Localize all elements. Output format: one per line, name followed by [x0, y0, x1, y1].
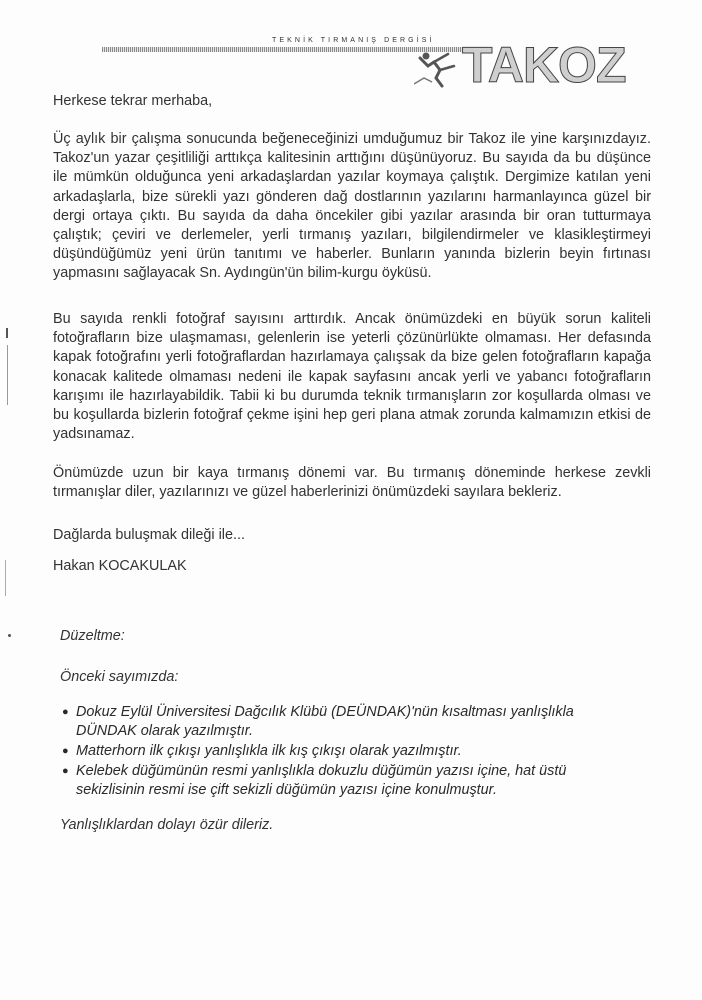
climber-logo-icon	[414, 48, 466, 88]
letter-paragraph-1: Üç aylık bir çalışma sonucunda beğeneceğinizi umduğumuz bir Takoz ile yine karşınızdayız. Takoz'un yazar çeşitliliği arttıkça kalitesinin arttığını düşünüyoruz. Bu sayıda da bu düşünce ile mümkün olduğunca yeni arkadaşlardan yazılar koymaya çalıştık. Dergimize katılan yeni arkadaşlarla, bize sürekli yazı gönderen dağ dostlarının yazılarını harmanlayınca güzel bir dergi ortaya çıktı. Bu sayıda da daha öncekiler gibi yazılar arasında bir oran tutturmaya çalıştık; çeviri ve derlemeler, yerli tırmanış yazıları, bilgilendirmeler ve klasikleştirmeyi düşündüğümüz yeni ürün tanıtımı ve haberler. Bunların yanında bizlerin beyin fırtınası yapmasını sağlayacak Sn. Aydıngün'ün bilim-kurgu öyküsü.	[53, 131, 651, 282]
scan-mark	[8, 634, 11, 637]
letter-paragraph-2: Bu sayıda renkli fotoğraf sayısını arttırdık. Ancak önümüzdeki en büyük sorun kaliteli fotoğrafların bize ulaşmaması, gelenlerin ise yeterli çözünürlükte olmaması. Her defasında kapak fotoğrafını yerli fotoğraflardan hazırlamaya çalışsak da bize gelen fotoğrafların kapağa konacak kalitede olmaması nedeni ile kapak sayfasını ancak yerli ve yabancı fotoğrafların karışımı ile hazırlayabildik. Tabii ki bu durumda teknik tırmanışların zor koşullarda olması ve bu koşullarda bizlerin fotoğraf çekme işini hep geri plana atmak zorunda kalmamızın etkisi de yadsınamaz.	[53, 311, 651, 443]
bullet-icon: ●	[62, 706, 69, 718]
list-item: ● Matterhorn ilk çıkışı yanlışlıkla ilk kış çıkışı olarak yazılmıştır.	[60, 742, 630, 761]
list-item: ● Dokuz Eylül Üniversitesi Dağcılık Klübü (DEÜNDAK)'nün kısaltması yanlışlıkla DÜNDAK olarak yazılmıştır.	[62, 704, 574, 740]
list-item: ● Kelebek düğümünün resmi yanlışlıkla dokuzlu düğümün yazısı içine, hat üstü sekizlisinin resmi ise çift sekizli düğümün yazısı içine konulmuştur.	[62, 762, 567, 798]
correction-footer: Yanlışlıklardan dolayı özür dileriz.	[60, 817, 274, 833]
bullet-icon: ●	[62, 764, 69, 777]
scan-mark	[7, 345, 8, 405]
closing-line: Dağlarda buluşmak dileği ile...	[53, 527, 245, 543]
takoz-logo: TAKOZ	[462, 37, 626, 93]
magazine-header	[0, 0, 702, 100]
header-rule	[102, 47, 462, 52]
correction-subtitle: Önceki sayımızda:	[60, 669, 179, 685]
signature: Hakan KOCAKULAK	[53, 558, 187, 574]
correction-title: Düzeltme:	[60, 628, 125, 644]
greeting: Herkese tekrar merhaba,	[53, 93, 213, 109]
letter-paragraph-3: Önümüzde uzun bir kaya tırmanış dönemi var. Bu tırmanış döneminde herkese zevkli tırmanışlar diler, yazılarınızı ve güzel haberlerinizi önümüzdeki sayılara bekleriz.	[53, 465, 651, 501]
magazine-subtitle: TEKNİK TIRMANIŞ DERGİSİ	[272, 37, 435, 44]
scan-mark	[6, 328, 8, 338]
bullet-icon: ●	[62, 745, 69, 758]
correction-list	[60, 703, 630, 801]
scan-mark	[5, 560, 6, 596]
